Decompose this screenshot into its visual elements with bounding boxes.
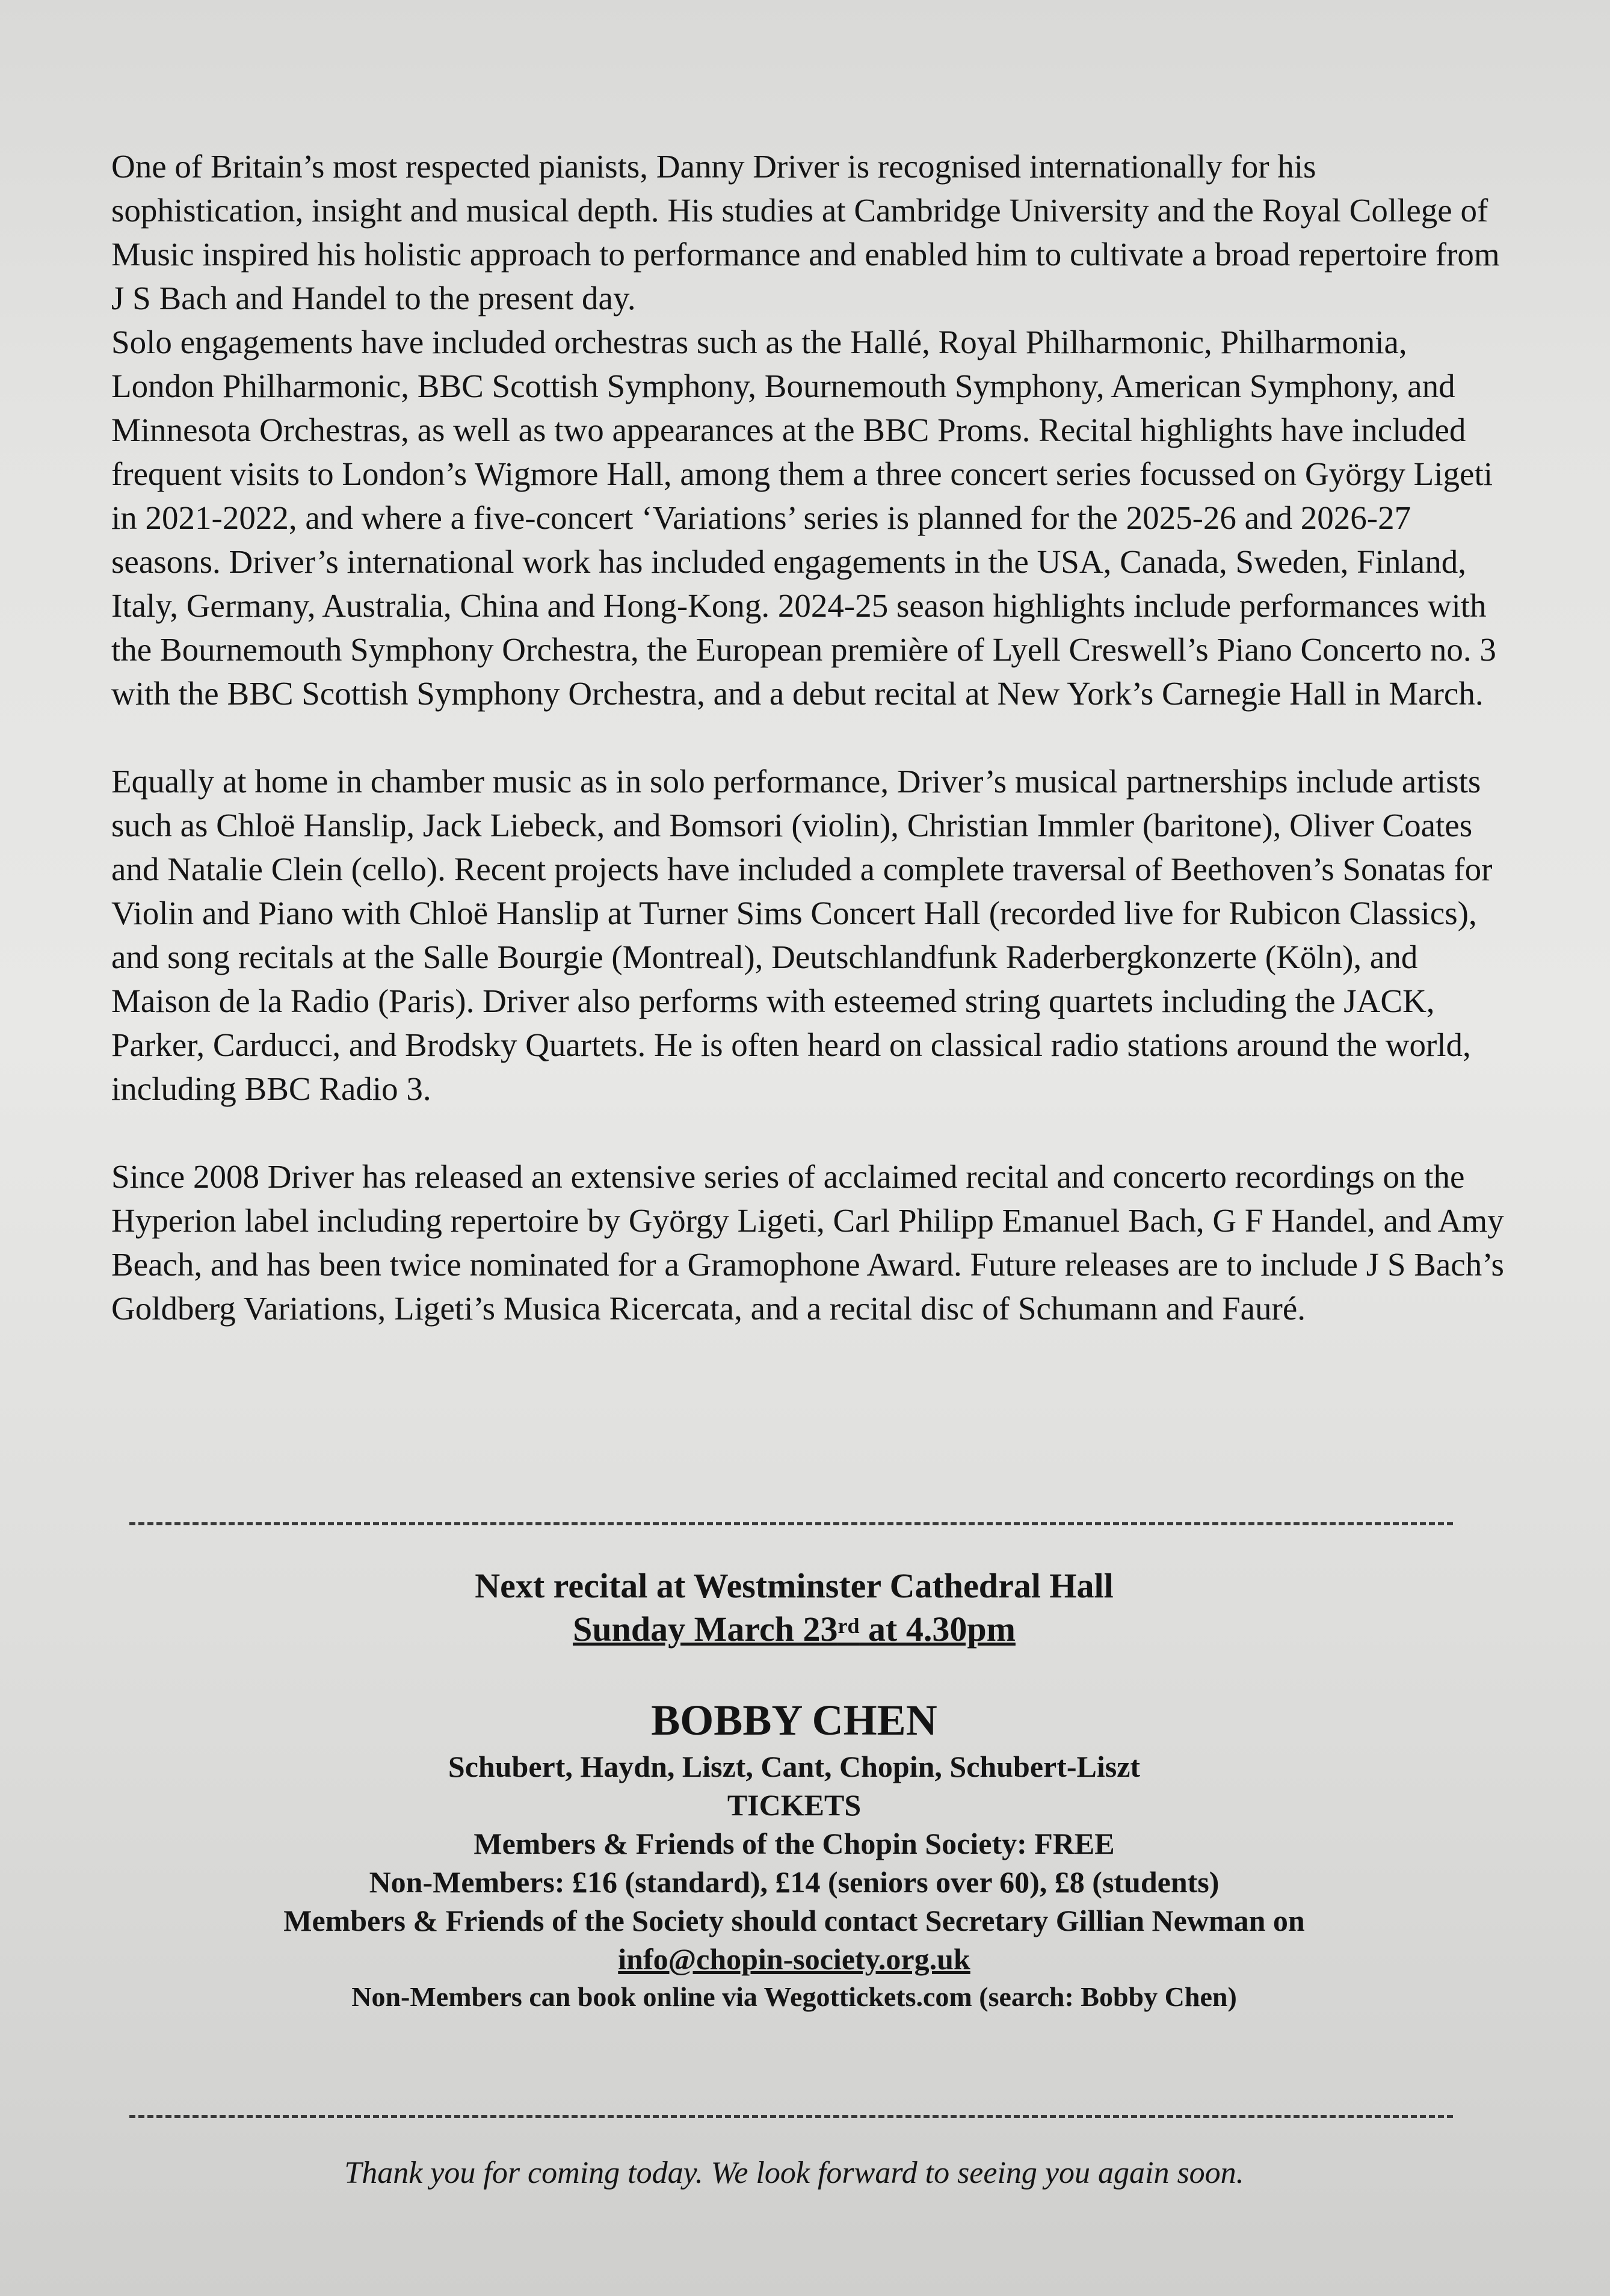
bio-paragraph-chamber: Equally at home in chamber music as in solo performance, Driver’s musical partnerships include artists such as Chloë Hanslip, Jack Liebeck, and Bomsori (violin), Christian Immler (baritone), Oliver Coates and Natalie Clein (cello). Recent projects have included a complete traversal of Beethoven’s Sonatas for Violin and Piano with Chloë Hanslip at Turner Sims Concert Hall (recorded live for Rubicon Classics), and song recitals at the Salle Bourgie (Montreal), Deutschlandfunk Raderbergkonzerte (Köln), and Maison de la Radio (Paris). Driver also performs with esteemed string quartets including the JACK, Parker, Carducci, and Brodsky Quartets. He is often heard on classical radio stations around the world, including BBC Radio 3. [111,763,1493,1107]
thank-you-note: Thank you for coming today. We look forward to seeing you again soon. [344,2156,1244,2190]
bio-paragraph-intro: One of Britain’s most respected pianists, Danny Driver is recognised internationally for his sophistication, insight and musical depth. His studies at Cambridge University and the Royal College of Music inspired his holistic approach to performance and enabled him to cultivate a broad repertoire from J S Bach and Handel to the present day. [111,148,1500,316]
contact-text: Members & Friends of the Society should contact Secretary Gillian Newman on [283,1904,1305,1937]
dashed-divider-bottom [129,2115,1453,2118]
members-price: Members & Friends of the Chopin Society: FREE [473,1827,1115,1860]
non-members-price: Non-Members: £16 (standard), £14 (seniors over 60), £8 (students) [369,1865,1220,1899]
next-recital-heading: Next recital at Westminster Cathedral Hall [475,1566,1114,1605]
contact-email-link[interactable]: info@chopin-society.org.uk [618,1942,970,1976]
programme-composers: Schubert, Haydn, Liszt, Cant, Chopin, Schubert-Liszt [448,1750,1141,1783]
next-recital-date: Sunday March 23rd at 4.30pm [573,1609,1016,1649]
tickets-heading: TICKETS [727,1788,862,1822]
next-recital-notice [120,1564,1468,2016]
bio-paragraph-recordings: Since 2008 Driver has released an extensive series of acclaimed recital and concerto recordings on the Hyperion label including repertoire by György Ligeti, Carl Philipp Emanuel Bach, G F Handel, and Amy Beach, and has been twice nominated for a Gramophone Award. Future releases are to include J S Bach’s Goldberg Variations, Ligeti’s Musica Ricercata, and a recital disc of Schumann and Fauré. [111,1158,1504,1327]
dashed-divider-top [129,1522,1453,1525]
online-booking-text: Non-Members can book online via Wegottickets.com (search: Bobby Chen) [351,1981,1237,2012]
artist-name: BOBBY CHEN [651,1696,937,1744]
bio-paragraph-engagements: Solo engagements have included orchestras such as the Hallé, Royal Philharmonic, Philharmonia, London Philharmonic, BBC Scottish Symphony, Bournemouth Symphony, American Symphony, and Minnesota Orchestras, as well as two appearances at the BBC Proms. Recital highlights have included frequent visits to London’s Wigmore Hall, among them a three concert series focussed on György Ligeti in 2021-2022, and where a five-concert ‘Variations’ series is planned for the 2025-26 and 2026-27 seasons. Driver’s international work has included engagements in the USA, Canada, Sweden, Finland, Italy, Germany, Australia, China and Hong-Kong. 2024-25 season highlights include performances with the Bournemouth Symphony Orchestra, the European première of Lyell Creswell’s Piano Concerto no. 3 with the BBC Scottish Symphony Orchestra, and a debut recital at New York’s Carnegie Hall in March. [111,324,1496,712]
biography [111,144,1507,1330]
